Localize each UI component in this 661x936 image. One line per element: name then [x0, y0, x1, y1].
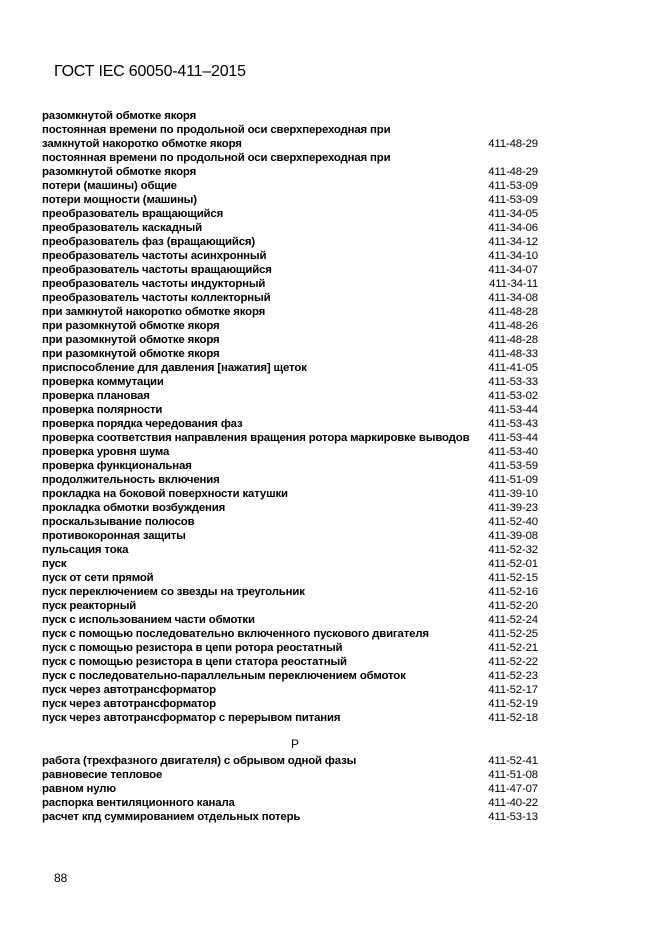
document-header: ГОСТ IEC 60050-411–2015 [54, 63, 246, 80]
index-term: преобразователь частоты индукторный [42, 278, 266, 290]
index-code: 411-53-13 [488, 811, 538, 823]
index-term: проверка функциональная [42, 460, 192, 472]
index-entry [42, 263, 538, 277]
index-entry [42, 347, 538, 361]
index-term: проверка уровня шума [42, 446, 170, 458]
index-entry [42, 613, 538, 627]
index-code: 411-48-33 [488, 348, 538, 360]
index-entry [42, 333, 538, 347]
index-code: 411-52-01 [488, 558, 538, 570]
index-term: расчет кпд суммированием отдельных потерь [42, 811, 301, 823]
index-entry [42, 655, 538, 669]
index-entry [42, 151, 538, 165]
index-code: 411-53-44 [488, 404, 538, 416]
index-entry [42, 501, 538, 515]
index-entry [42, 487, 538, 501]
index-entry [42, 179, 538, 193]
index-term: проверка плановая [42, 390, 150, 402]
index-entry [42, 109, 538, 123]
index-code: 411-48-28 [488, 306, 538, 318]
index-code: 411-52-24 [488, 614, 538, 626]
index-code: 411-34-06 [488, 222, 538, 234]
index-term: преобразователь каскадный [42, 222, 202, 234]
index-term: пуск с помощью резистора в цепи статора реостатный [42, 656, 347, 668]
index-entry [42, 768, 538, 782]
index-term: при разомкнутой обмотке якоря [42, 320, 220, 332]
index-term: при замкнутой накоротко обмотке якоря [42, 306, 266, 318]
index-term: пуск с помощью последовательно включенного пускового двигателя [42, 628, 429, 640]
index-entry [42, 683, 538, 697]
index-entry [42, 431, 538, 445]
index-entry [42, 319, 538, 333]
index-term: пуск [42, 558, 67, 570]
index-term: постоянная времени по продольной оси сверхпереходная при [42, 152, 391, 164]
index-code: 411-53-09 [488, 180, 538, 192]
index-entries-r [42, 754, 538, 824]
index-code: 411-53-40 [488, 446, 538, 458]
index-code: 411-52-21 [488, 642, 538, 654]
index-code: 411-52-17 [488, 684, 538, 696]
index-code: 411-41-05 [488, 362, 538, 374]
index-entry [42, 796, 538, 810]
index-term: приспособление для давления [нажатия] щеток [42, 362, 307, 374]
index-term: потери (машины) общие [42, 180, 177, 192]
index-entry [42, 249, 538, 263]
index-term: пуск через автотрансформатор с перерывом питания [42, 712, 341, 724]
index-entry [42, 669, 538, 683]
index-entry [42, 627, 538, 641]
index-term: пуск реакторный [42, 600, 137, 612]
index-term: проверка соответствия направления вращения ротора маркировке выводов [42, 432, 470, 444]
index-term: преобразователь частоты вращающийся [42, 264, 272, 276]
index-entry [42, 221, 538, 235]
index-entry [42, 754, 538, 768]
index-term: пульсация тока [42, 544, 129, 556]
index-code: 411-52-25 [488, 628, 538, 640]
index-entry [42, 599, 538, 613]
index-code: 411-40-22 [488, 797, 538, 809]
index-term: замкнутой накоротко обмотке якоря [42, 138, 242, 150]
index-term: разомкнутой обмотке якоря [42, 166, 197, 178]
index-code: 411-52-32 [488, 544, 538, 556]
index-entry [42, 389, 538, 403]
index-term: проверка полярности [42, 404, 163, 416]
index-term: распорка вентиляционного канала [42, 797, 235, 809]
index-entry [42, 543, 538, 557]
index-code: 411-52-20 [488, 600, 538, 612]
index-term: пуск через автотрансформатор [42, 698, 216, 710]
index-term: разомкнутой обмотке якоря [42, 110, 197, 122]
index-term: пуск от сети прямой [42, 572, 154, 584]
index-term: при разомкнутой обмотке якоря [42, 334, 220, 346]
index-code: 411-34-08 [488, 292, 538, 304]
index-code: 411-34-11 [489, 278, 538, 290]
index-entry [42, 123, 538, 137]
index-term: противокоронная защиты [42, 530, 186, 542]
index-code: 411-39-10 [488, 488, 538, 500]
index-entry [42, 361, 538, 375]
index-code: 411-53-59 [488, 460, 538, 472]
index-code: 411-39-08 [488, 530, 538, 542]
index-code: 411-53-09 [488, 194, 538, 206]
index-entry [42, 235, 538, 249]
index-entry [42, 207, 538, 221]
index-code: 411-51-08 [488, 769, 538, 781]
index-code: 411-48-29 [488, 138, 538, 150]
index-term: прокладка на боковой поверхности катушки [42, 488, 288, 500]
index-entry [42, 571, 538, 585]
index-entry [42, 473, 538, 487]
index-term: проверка коммутации [42, 376, 164, 388]
index-code: 411-47-07 [488, 783, 538, 795]
index-code: 411-52-16 [488, 586, 538, 598]
index-entry [42, 529, 538, 543]
index-entry [42, 375, 538, 389]
index-code: 411-48-29 [488, 166, 538, 178]
index-term: равновесие тепловое [42, 769, 163, 781]
term-index [42, 109, 538, 824]
index-entry [42, 459, 538, 473]
index-entry [42, 445, 538, 459]
index-code: 411-39-23 [488, 502, 538, 514]
index-code: 411-52-22 [488, 656, 538, 668]
index-code: 411-53-44 [488, 432, 538, 444]
index-entry [42, 277, 538, 291]
index-code: 411-34-10 [488, 250, 538, 262]
index-code: 411-34-12 [488, 236, 538, 248]
index-term: потери мощности (машины) [42, 194, 197, 206]
index-code: 411-48-28 [488, 334, 538, 346]
index-term: проверка порядка чередования фаз [42, 418, 243, 430]
index-term: пуск переключением со звезды на треугольник [42, 586, 305, 598]
index-term: преобразователь частоты коллекторный [42, 292, 271, 304]
index-entry [42, 165, 538, 179]
index-entry [42, 585, 538, 599]
index-code: 411-52-19 [488, 698, 538, 710]
index-term: преобразователь фаз (вращающийся) [42, 236, 256, 248]
index-entry [42, 697, 538, 711]
index-term: прокладка обмотки возбуждения [42, 502, 226, 514]
index-code: 411-51-09 [488, 474, 538, 486]
index-code: 411-52-23 [488, 670, 538, 682]
section-letter: Р [290, 737, 299, 751]
index-entry [42, 711, 538, 725]
index-term: продолжительность включения [42, 474, 220, 486]
index-entry [42, 810, 538, 824]
index-term: равном нулю [42, 783, 116, 795]
index-code: 411-53-33 [488, 376, 538, 388]
index-code: 411-34-05 [488, 208, 538, 220]
index-code: 411-52-40 [488, 516, 538, 528]
index-entry [42, 417, 538, 431]
index-term: пуск через автотрансформатор [42, 684, 216, 696]
index-code: 411-52-15 [488, 572, 538, 584]
index-entry [42, 782, 538, 796]
index-entry [42, 137, 538, 151]
index-entry [42, 641, 538, 655]
index-code: 411-52-18 [488, 712, 538, 724]
index-code: 411-34-07 [488, 264, 538, 276]
index-entry [42, 291, 538, 305]
index-entry [42, 557, 538, 571]
index-term: при разомкнутой обмотке якоря [42, 348, 220, 360]
index-term: работа (трехфазного двигателя) с обрывом одной фазы [42, 755, 357, 767]
index-entry [42, 305, 538, 319]
index-term: преобразователь частоты асинхронный [42, 250, 267, 262]
index-entry [42, 403, 538, 417]
index-term: пуск с последовательно-параллельным переключением обмоток [42, 670, 406, 682]
index-entry [42, 515, 538, 529]
index-code: 411-53-43 [488, 418, 538, 430]
index-term: пуск с использованием части обмотки [42, 614, 255, 626]
index-term: пуск с помощью резистора в цепи ротора реостатный [42, 642, 343, 654]
index-code: 411-52-41 [488, 755, 538, 767]
index-term: преобразователь вращающийся [42, 208, 224, 220]
index-term: проскальзывание полюсов [42, 516, 195, 528]
index-code: 411-48-26 [488, 320, 538, 332]
index-entry [42, 193, 538, 207]
index-entries-p [42, 109, 538, 725]
index-term: постоянная времени по продольной оси сверхпереходная при [42, 124, 391, 136]
page-number: 88 [54, 871, 68, 885]
index-code: 411-53-02 [488, 390, 538, 402]
